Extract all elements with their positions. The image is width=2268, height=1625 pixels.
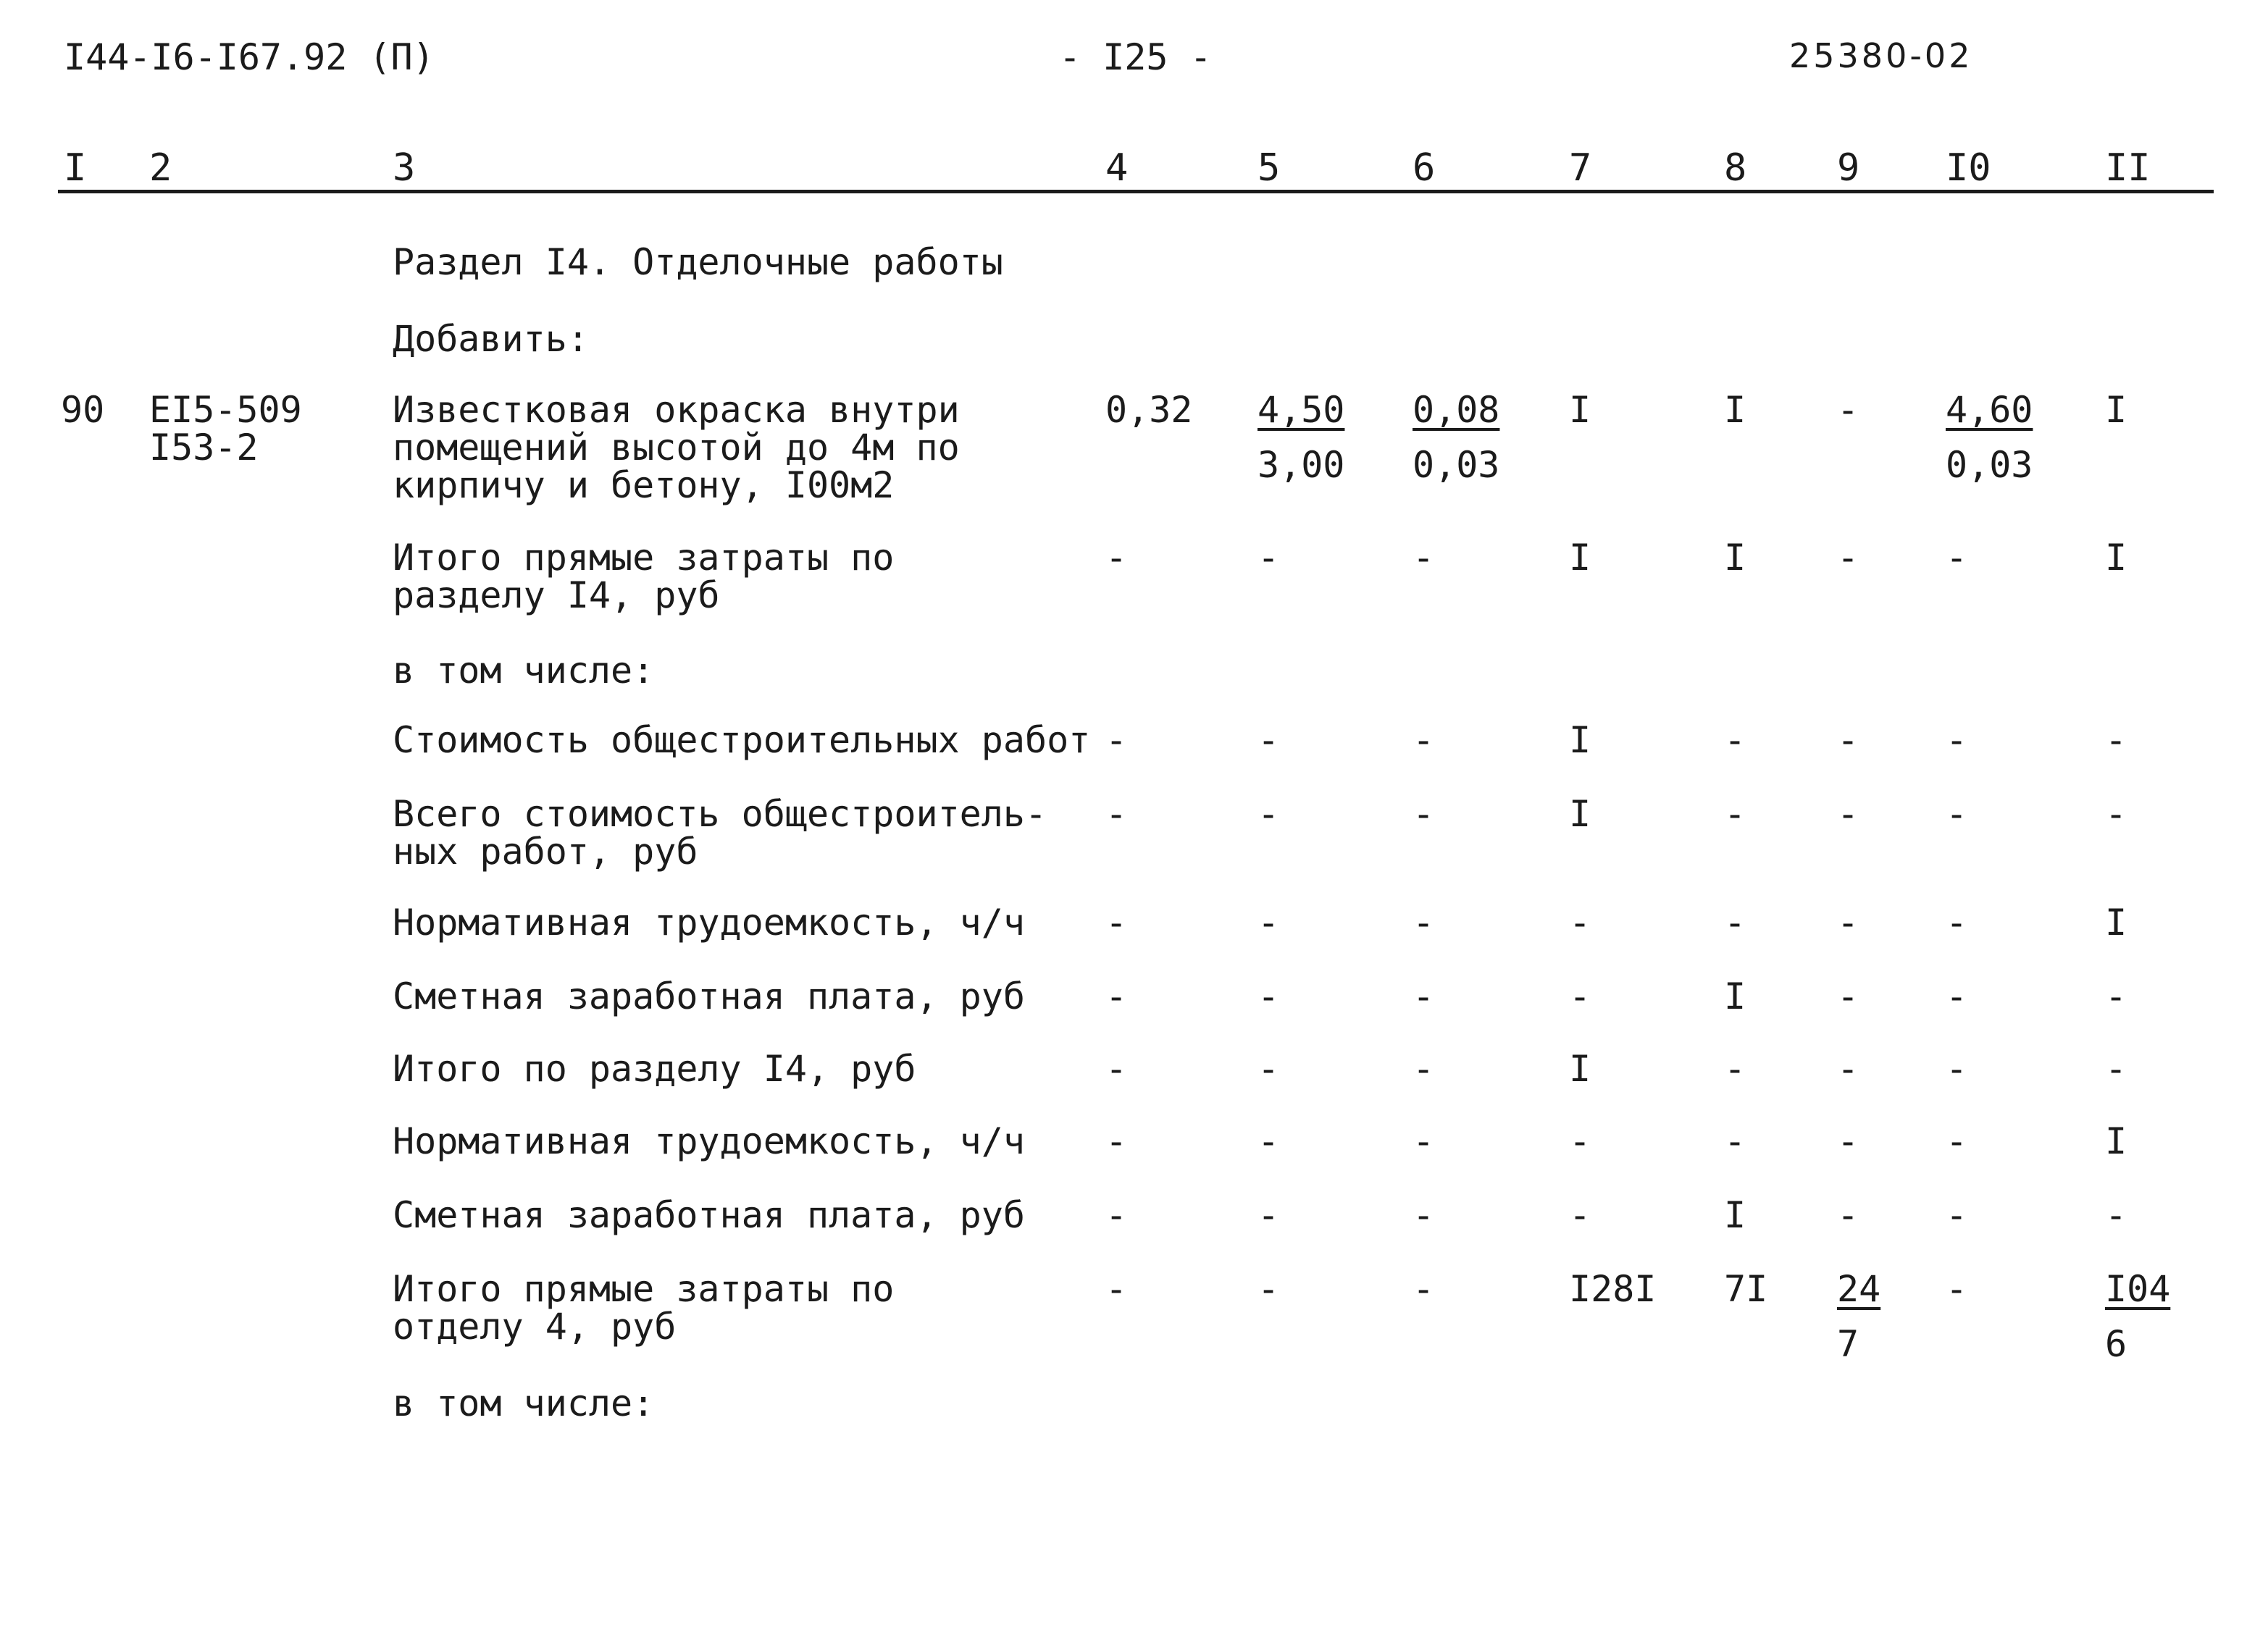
- cell-col-8: -: [1724, 1048, 1746, 1090]
- cell-col-9: -: [1837, 902, 1859, 944]
- cell-value-top: 0,08: [1413, 389, 1500, 431]
- cell-col-8: -: [1724, 1120, 1746, 1162]
- column-number-6: 6: [1413, 146, 1436, 190]
- cell-value-bottom: 7: [1837, 1323, 1859, 1365]
- cell-col-11: I: [2105, 902, 2127, 944]
- row-description: Нормативная трудоемкость, ч/ч: [393, 902, 1025, 944]
- cell-col-6: -: [1413, 1048, 1435, 1090]
- cell-col-7: -: [1569, 975, 1591, 1017]
- cell-col-4: 0,32: [1105, 389, 1193, 431]
- column-number-8: 8: [1724, 146, 1747, 190]
- cell-col-2: EI5-509 I53-2: [149, 389, 302, 469]
- row-description: в том числе:: [393, 650, 655, 692]
- cell-col-11: I: [2105, 389, 2127, 431]
- cell-col-8: -: [1724, 719, 1746, 761]
- column-number-5: 5: [1258, 146, 1281, 190]
- cell-col-5: -: [1258, 719, 1280, 761]
- cell-col-7: I: [1569, 793, 1591, 835]
- cell-col-4: -: [1105, 1120, 1128, 1162]
- cell-col-8: I: [1724, 975, 1746, 1017]
- cell-col-8: I: [1724, 389, 1746, 431]
- cell-col-11: -: [2105, 1194, 2127, 1236]
- cell-col-10: -: [1946, 975, 1968, 1017]
- column-number-1: I: [64, 146, 87, 190]
- cell-col-7: -: [1569, 1194, 1591, 1236]
- cell-col-6: -: [1413, 1120, 1435, 1162]
- cell-col-5: -: [1258, 1268, 1280, 1310]
- cell-col-6: -: [1413, 975, 1435, 1017]
- cell-col-4: -: [1105, 902, 1128, 944]
- cell-col-5: -: [1258, 1194, 1280, 1236]
- cell-col-10: -: [1946, 902, 1968, 944]
- cell-value-top: 4,50: [1258, 389, 1345, 431]
- cell-col-6: -: [1413, 1194, 1435, 1236]
- cell-col-6: -: [1413, 719, 1435, 761]
- cell-col-8: I: [1724, 1194, 1746, 1236]
- cell-col-1: 90: [61, 389, 105, 431]
- cell-col-8: I: [1724, 537, 1746, 579]
- column-number-9: 9: [1837, 146, 1860, 190]
- cell-col-4: -: [1105, 719, 1128, 761]
- cell-value-bottom: 3,00: [1258, 444, 1345, 486]
- cell-col-4: -: [1105, 537, 1128, 579]
- cell-col-9: -: [1837, 537, 1859, 579]
- row-description: Стоимость общестроительных работ: [393, 719, 1091, 761]
- cell-value-bottom: 0,03: [1946, 444, 2033, 486]
- cell-col-9: -: [1837, 1120, 1859, 1162]
- cell-col-9: -: [1837, 975, 1859, 1017]
- cell-col-5: -: [1258, 793, 1280, 835]
- cell-col-7: I: [1569, 537, 1591, 579]
- cell-col-9: -: [1837, 1194, 1859, 1236]
- cell-col-4: -: [1105, 1194, 1128, 1236]
- cell-col-5: -: [1258, 902, 1280, 944]
- row-description: Всего стоимость общестроитель- ных работ, руб: [393, 793, 1047, 873]
- cell-col-4: -: [1105, 975, 1128, 1017]
- cell-col-9: -: [1837, 1048, 1859, 1090]
- column-number-11: II: [2105, 146, 2151, 190]
- cell-col-7: I: [1569, 719, 1591, 761]
- cell-value-top: 4,60: [1946, 389, 2033, 431]
- row-description: Сметная заработная плата, руб: [393, 975, 1025, 1017]
- cell-col-10: -: [1946, 1120, 1968, 1162]
- column-number-3: 3: [393, 146, 416, 190]
- cell-col-6: -: [1413, 793, 1435, 835]
- cell-value-bottom: 6: [2105, 1323, 2127, 1365]
- cell-col-11: -: [2105, 793, 2127, 835]
- cell-col-11: -: [2105, 975, 2127, 1017]
- cell-col-6: -: [1413, 537, 1435, 579]
- cell-col-5: -: [1258, 1048, 1280, 1090]
- column-number-7: 7: [1569, 146, 1592, 190]
- cell-col-9: -: [1837, 719, 1859, 761]
- sheet-number: 25380-02: [1789, 36, 1973, 75]
- cell-fraction-col-9: [1837, 1270, 1880, 1363]
- cell-col-11: -: [2105, 1048, 2127, 1090]
- cell-col-10: -: [1946, 537, 1968, 579]
- cell-col-9: -: [1837, 389, 1859, 431]
- cell-col-5: -: [1258, 975, 1280, 1017]
- cell-col-8: -: [1724, 902, 1746, 944]
- cell-col-4: -: [1105, 1268, 1128, 1310]
- cell-col-11: I: [2105, 1120, 2127, 1162]
- cell-fraction-col-5: [1258, 391, 1344, 484]
- cell-col-10: -: [1946, 1194, 1968, 1236]
- cell-col-7: -: [1569, 902, 1591, 944]
- cell-col-10: -: [1946, 1048, 1968, 1090]
- cell-col-7: I: [1569, 1048, 1591, 1090]
- row-description: Раздел I4. Отделочные работы: [393, 241, 1003, 283]
- cell-col-4: -: [1105, 793, 1128, 835]
- cell-col-8: -: [1724, 793, 1746, 835]
- cell-col-7: I28I: [1569, 1268, 1657, 1310]
- cell-col-5: -: [1258, 537, 1280, 579]
- cell-value-top: I04: [2105, 1268, 2171, 1310]
- cell-col-9: -: [1837, 793, 1859, 835]
- row-description: Итого по разделу I4, руб: [393, 1048, 916, 1090]
- cell-value-bottom: 0,03: [1413, 444, 1500, 486]
- row-description: Итого прямые затраты по отделу 4, руб: [393, 1268, 895, 1348]
- cell-col-6: -: [1413, 902, 1435, 944]
- cell-col-5: -: [1258, 1120, 1280, 1162]
- cell-fraction-col-11: [2105, 1270, 2170, 1363]
- cell-col-7: I: [1569, 389, 1591, 431]
- cell-col-11: -: [2105, 719, 2127, 761]
- page-number: - I25 -: [1059, 36, 1212, 78]
- cell-value-top: 24: [1837, 1268, 1881, 1310]
- cell-col-6: -: [1413, 1268, 1435, 1310]
- row-description: Известковая окраска внутри помещений высотой до 4м по кирпичу и бетону, I00м2: [393, 389, 960, 506]
- row-description: в том числе:: [393, 1382, 655, 1424]
- cell-fraction-col-10: [1946, 391, 2033, 484]
- cell-fraction-col-6: [1413, 391, 1499, 484]
- document-code: I44-I6-I67.92 (П): [64, 36, 435, 78]
- cell-col-7: -: [1569, 1120, 1591, 1162]
- column-number-2: 2: [149, 146, 172, 190]
- cell-col-4: -: [1105, 1048, 1128, 1090]
- row-description: Нормативная трудоемкость, ч/ч: [393, 1120, 1025, 1162]
- cell-col-8: 7I: [1724, 1268, 1768, 1310]
- row-description: Сметная заработная плата, руб: [393, 1194, 1025, 1236]
- column-number-4: 4: [1105, 146, 1129, 190]
- cell-col-10: -: [1946, 793, 1968, 835]
- cell-col-10: -: [1946, 1268, 1968, 1310]
- cell-col-11: I: [2105, 537, 2127, 579]
- column-number-10: I0: [1946, 146, 1991, 190]
- row-description: Итого прямые затраты по разделу I4, руб: [393, 537, 895, 616]
- row-description: Добавить:: [393, 318, 589, 360]
- cell-col-10: -: [1946, 719, 1968, 761]
